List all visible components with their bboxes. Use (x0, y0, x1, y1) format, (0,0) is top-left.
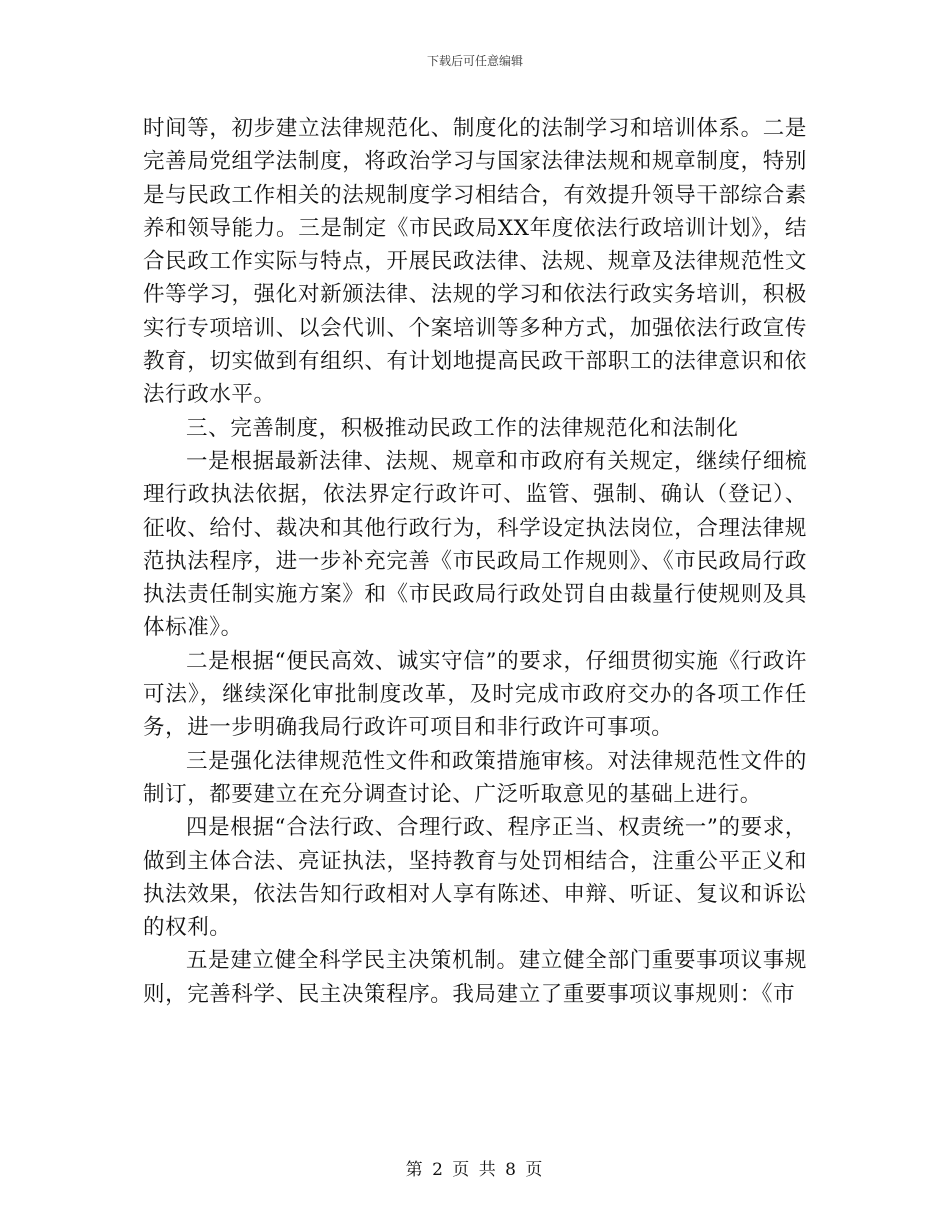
section-heading: 三、完善制度，积极推动民政工作的法律规范化和法制化 (186, 415, 739, 441)
paragraph: 二是根据“便民高效、诚实守信”的要求，仔细贯彻实施《行政许可法》，继续深化审批制度改革，及时完成市政府交办的各项工作任务，进一步明确我局行政许可项目和非行政许可事项。 (143, 648, 807, 741)
paragraph-continuation: 时间等，初步建立法律规范化、制度化的法制学习和培训体系。二是完善局党组学法制度，将政治学习与国家法律法规和规章制度，特别是与民政工作相关的法规制度学习相结合，有效提升领导干部综合素养和领导能力。三是制定《市民政局XX年度依法行政培训计划》，结合民政工作实际与特点，开展民政法律、法规、规章及法律规范性文件等学习，强化对新颁法律、法规的学习和依法行政实务培训，积极实行专项培训、以会代训、个案培训等多种方式，加强依法行政宣传教育，切实做到有组织、有计划地提高民政干部职工的法律意识和依法行政水平。 (143, 116, 807, 408)
page-header: 下载后可任意编辑 (426, 54, 523, 68)
paragraph: 一是根据最新法律、法规、规章和市政府有关规定，继续仔细梳理行政执法依据，依法界定行政许可、监管、强制、确认（登记）、征收、给付、裁决和其他行政行为，科学设定执法岗位，合理法律规范执法程序，进一步补充完善《市民政局工作规则》、《市民政局行政执法责任制实施方案》和《市民政局行政处罚自由裁量行使规则及具体标准》。 (143, 448, 807, 641)
paragraph: 三是强化法律规范性文件和政策措施审核。对法律规范性文件的制订，都要建立在充分调查讨论、广泛听取意见的基础上进行。 (143, 748, 807, 807)
paragraph: 四是根据“合法行政、合理行政、程序正当、权责统一”的要求，做到主体合法、亮证执法，坚持教育与处罚相结合，注重公平正义和执法效果，依法告知行政相对人享有陈述、申辩、听证、复议和诉讼的权利。 (143, 815, 807, 941)
page-number-footer: 第 2 页 共 8 页 (405, 1160, 545, 1180)
document-body (143, 112, 807, 1011)
paragraph: 五是建立健全科学民主决策机制。建立健全部门重要事项议事规则，完善科学、民主决策程序。我局建立了重要事项议事规则：《市 (143, 948, 807, 1007)
